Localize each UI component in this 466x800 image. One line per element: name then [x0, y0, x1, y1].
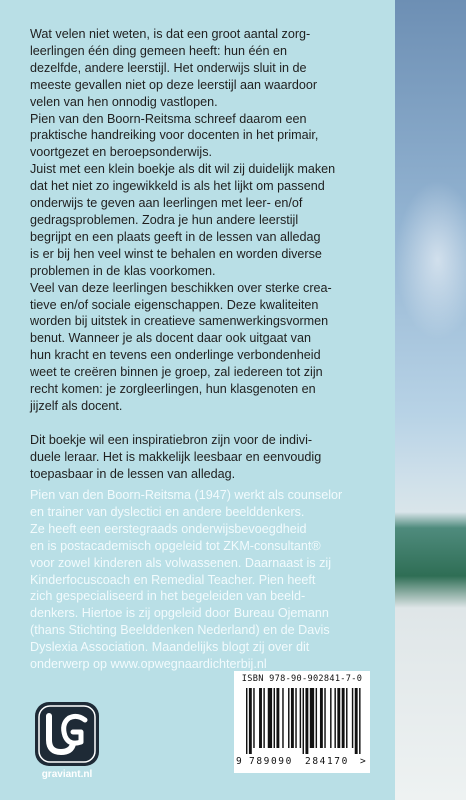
blurb-line: Wat velen niet weten, is dat een groot aantal zorg- — [30, 27, 311, 41]
barcode-bar — [334, 688, 335, 748]
blurb-line: worden bij uitstek in creatieve samenwerkingsvormen — [30, 314, 329, 329]
blurb-line: Veel van deze leerlingen beschikken over sterke crea- — [30, 280, 332, 295]
barcode-bar — [276, 688, 279, 748]
bio-line: zich gespecialiseerd in het begeleiden van beeld- — [30, 589, 306, 604]
bio-line: Kinderfocuscoach en Remedial Teacher. Pien heeft — [30, 572, 316, 587]
author-bio — [30, 487, 382, 673]
bio-line: onderwerp op www.opwegnaardichterbij.nl — [30, 657, 267, 672]
barcode-bar — [282, 688, 283, 748]
barcode-bar — [300, 688, 301, 748]
blurb-line: Pien van den Boorn-Reitsma schreef daarom een — [30, 111, 307, 126]
barcode-bar — [337, 688, 340, 748]
blurb-text — [30, 26, 382, 483]
barcode-bar — [316, 688, 317, 748]
blurb-line: leerlingen één ding gemeen heeft: hun één en — [30, 43, 287, 58]
barcode-bar — [320, 688, 323, 748]
bio-line: Ze heeft een eerstegraads onderwijsbevoegdheid — [30, 521, 307, 536]
isbn-label: ISBN 978-90-902841-7-0 — [241, 674, 363, 684]
barcode-bar — [346, 688, 347, 748]
blurb-line: praktische handreiking voor docenten in het primair, — [30, 128, 319, 143]
blurb-line: velen van hen onnodig vastlopen. — [30, 94, 218, 109]
blurb-line: dat het niet zo ingewikkeld is als het lijkt om passend — [30, 179, 325, 194]
blurb-line: is er bij hen veel winst te behalen en worden diverse — [30, 246, 322, 261]
bio-line: Pien van den Boorn-Reitsma (1947) werkt als counselor — [30, 488, 343, 502]
sky-photo-strip — [395, 0, 466, 800]
bio-line: (thans Stichting Beelddenken Nederland) en de Davis — [30, 623, 330, 638]
blurb-line: voortgezet en beroepsonderwijs. — [30, 145, 213, 160]
blurb-paragraphs — [30, 26, 382, 415]
blurb-line: begrijpt en een plaats geeft in de lessen van alledag — [30, 229, 321, 244]
barcode-bar — [352, 688, 353, 748]
blurb-line: Juist met een klein boekje als dit wil zij duidelijk maken — [30, 162, 336, 177]
barcode-bar — [249, 688, 252, 754]
barcode-bar — [342, 688, 345, 748]
isbn-barcode — [234, 671, 370, 773]
bio-line: en trainer van dyslectici en andere beelddenkers. — [30, 504, 305, 519]
barcode-bar — [274, 688, 275, 748]
bio-line: denkers. Hiertoe is zij opgeleid door Bureau Ojemann — [30, 606, 329, 621]
barcode-digits — [234, 756, 370, 770]
barcode-bar — [310, 688, 314, 748]
barcode-bar — [253, 688, 254, 748]
barcode-digit-first: 9 — [236, 756, 242, 767]
barcode-bar — [295, 688, 296, 748]
barcode-bar — [259, 688, 262, 748]
barcode-bar — [263, 688, 264, 748]
closing-line: toepasbaar in de lessen van alledag. — [30, 466, 236, 481]
bio-line: voor zowel kinderen als volwassenen. Daarnaast is zij — [30, 555, 331, 570]
barcode-bar — [330, 688, 331, 748]
bio-line: Dyslexia Association. Maandelijks blogt zij over dit — [30, 640, 310, 655]
blurb-line: gedragsproblemen. Zodra je hun andere leerstijl — [30, 212, 299, 227]
ug-logo-icon — [33, 700, 101, 768]
blurb-line: problemen in de klas voorkomen. — [30, 263, 216, 278]
blurb-line: jijzelf als docent. — [30, 398, 123, 413]
publisher-logo — [33, 700, 101, 784]
blurb-line: onderwijs te geven aan leerlingen met leer- en/of — [30, 196, 303, 211]
barcode-bar — [359, 688, 360, 754]
blurb-line: tieve en/of sociale eigenschappen. Deze kwaliteiten — [30, 297, 319, 312]
barcode-bar — [291, 688, 294, 748]
barcode-digits-left: 789090 — [249, 756, 293, 767]
blurb-line: hun kracht en tevens een onderlinge verbondenheid — [30, 348, 321, 363]
blurb-line: dezelfde, andere leerstijl. Het onderwijs sluit in de — [30, 60, 307, 75]
barcode-bar — [303, 688, 304, 754]
closing-paragraph — [30, 432, 382, 483]
barcode-bar — [324, 688, 325, 748]
barcode-bar — [355, 688, 358, 754]
barcode-digit-end: > — [360, 756, 366, 767]
blurb-line: meeste gevallen niet op deze leerstijl aan waardoor — [30, 77, 318, 92]
blurb-line: benut. Wanneer je als docent daar ook uitgaat van — [30, 331, 311, 346]
barcode-bar — [288, 688, 289, 748]
barcode-bar — [246, 688, 247, 754]
blurb-line: weet te creëren binnen je groep, zal iedereen tot zijn — [30, 365, 323, 380]
bio-line: en is postacademisch opgeleid tot ZKM-consultant® — [30, 538, 321, 553]
barcode-bars — [246, 688, 362, 754]
closing-line: Dit boekje wil een inspiratiebron zijn voor de indivi- — [30, 432, 313, 447]
closing-line: duele leraar. Het is makkelijk leesbaar en eenvoudig — [30, 449, 322, 464]
cloud-shape — [395, 180, 466, 340]
barcode-bar — [268, 688, 272, 748]
publisher-name: graviant.nl — [41, 769, 93, 780]
blurb-line: recht komen: je zorgleerlingen, hun klasgenoten en — [30, 382, 316, 397]
barcode-bar — [305, 688, 308, 754]
barcode-digits-right: 284170 — [305, 756, 349, 767]
